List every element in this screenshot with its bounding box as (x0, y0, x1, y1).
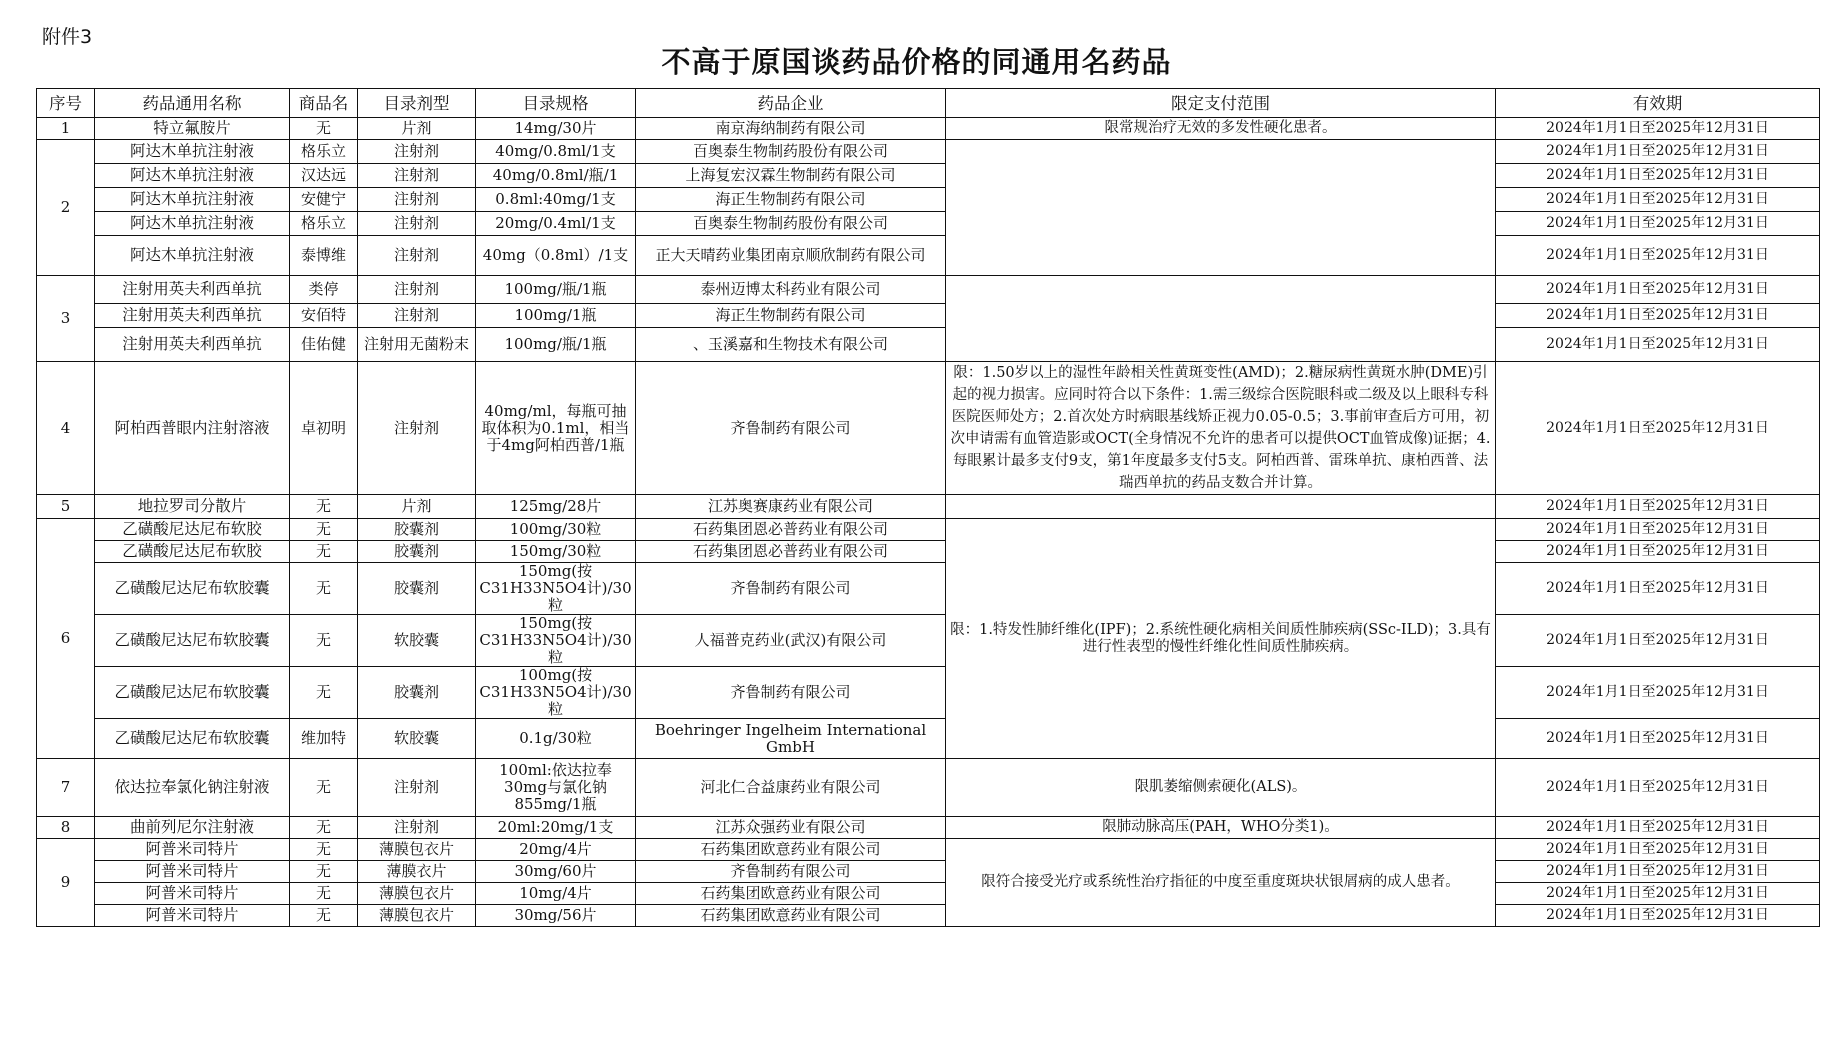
company-cell: 齐鲁制药有限公司 (636, 667, 946, 719)
brand-cell: 无 (290, 519, 358, 541)
brand-cell: 无 (290, 817, 358, 839)
drug-name-cell: 阿柏西普眼内注射溶液 (95, 362, 290, 495)
spec-cell: 40mg/0.8ml/1支 (476, 140, 636, 164)
validity-cell: 2024年1月1日至2025年12月31日 (1496, 883, 1820, 905)
company-cell: 石药集团欧意药业有限公司 (636, 839, 946, 861)
validity-cell: 2024年1月1日至2025年12月31日 (1496, 140, 1820, 164)
brand-cell: 汉达远 (290, 164, 358, 188)
spec-cell: 100mg/30粒 (476, 519, 636, 541)
company-cell: 上海复宏汉霖生物制药有限公司 (636, 164, 946, 188)
company-cell: 河北仁合益康药业有限公司 (636, 759, 946, 817)
scope-cell: 限肌萎缩侧索硬化(ALS)。 (946, 759, 1496, 817)
form-cell: 薄膜包衣片 (358, 839, 476, 861)
header-form: 目录剂型 (358, 89, 476, 118)
company-cell: 江苏奥赛康药业有限公司 (636, 495, 946, 519)
form-cell: 注射用无菌粉末 (358, 328, 476, 362)
header-brand: 商品名 (290, 89, 358, 118)
validity-cell: 2024年1月1日至2025年12月31日 (1496, 541, 1820, 563)
brand-cell: 无 (290, 495, 358, 519)
table-body (37, 118, 1820, 927)
validity-cell: 2024年1月1日至2025年12月31日 (1496, 164, 1820, 188)
header-company: 药品企业 (636, 89, 946, 118)
seq-cell: 6 (37, 519, 95, 759)
brand-cell: 格乐立 (290, 140, 358, 164)
brand-cell: 格乐立 (290, 212, 358, 236)
header-spec: 目录规格 (476, 89, 636, 118)
spec-cell: 40mg/0.8ml/瓶/1 (476, 164, 636, 188)
form-cell: 注射剂 (358, 817, 476, 839)
drug-name-cell: 乙磺酸尼达尼布软胶 (95, 519, 290, 541)
company-cell: 齐鲁制药有限公司 (636, 362, 946, 495)
validity-cell: 2024年1月1日至2025年12月31日 (1496, 615, 1820, 667)
validity-cell: 2024年1月1日至2025年12月31日 (1496, 563, 1820, 615)
spec-cell: 20ml:20mg/1支 (476, 817, 636, 839)
form-cell: 注射剂 (358, 276, 476, 304)
seq-cell: 8 (37, 817, 95, 839)
table-row (37, 212, 1820, 236)
company-cell: 齐鲁制药有限公司 (636, 861, 946, 883)
header-scope: 限定支付范围 (946, 89, 1496, 118)
validity-cell: 2024年1月1日至2025年12月31日 (1496, 118, 1820, 140)
scope-cell (946, 140, 1496, 276)
drug-name-cell: 乙磺酸尼达尼布软胶囊 (95, 563, 290, 615)
brand-cell: 无 (290, 118, 358, 140)
drug-name-cell: 阿普米司特片 (95, 839, 290, 861)
table-row (37, 563, 1820, 615)
spec-cell: 100mg/1瓶 (476, 304, 636, 328)
table-row (37, 667, 1820, 719)
validity-cell: 2024年1月1日至2025年12月31日 (1496, 519, 1820, 541)
company-cell: Boehringer Ingelheim International GmbH (636, 719, 946, 759)
scope-cell: 限常规治疗无效的多发性硬化患者。 (946, 118, 1496, 140)
validity-cell: 2024年1月1日至2025年12月31日 (1496, 236, 1820, 276)
scope-cell: 限肺动脉高压(PAH，WHO分类1)。 (946, 817, 1496, 839)
drug-name-cell: 阿达木单抗注射液 (95, 188, 290, 212)
brand-cell: 无 (290, 667, 358, 719)
company-cell: 石药集团恩必普药业有限公司 (636, 519, 946, 541)
table-row (37, 118, 1820, 140)
spec-cell: 40mg/ml，每瓶可抽取体积为0.1ml，相当于4mg阿柏西普/1瓶 (476, 362, 636, 495)
table-row (37, 541, 1820, 563)
attachment-label: 附件3 (42, 26, 93, 48)
company-cell: 人福普克药业(武汉)有限公司 (636, 615, 946, 667)
validity-cell: 2024年1月1日至2025年12月31日 (1496, 212, 1820, 236)
form-cell: 胶囊剂 (358, 667, 476, 719)
brand-cell: 泰博维 (290, 236, 358, 276)
spec-cell: 100mg/瓶/1瓶 (476, 276, 636, 304)
validity-cell: 2024年1月1日至2025年12月31日 (1496, 905, 1820, 927)
table-row (37, 164, 1820, 188)
table-row (37, 276, 1820, 304)
drug-name-cell: 曲前列尼尔注射液 (95, 817, 290, 839)
validity-cell: 2024年1月1日至2025年12月31日 (1496, 304, 1820, 328)
drug-name-cell: 注射用英夫利西单抗 (95, 328, 290, 362)
form-cell: 注射剂 (358, 164, 476, 188)
spec-cell: 40mg（0.8ml）/1支 (476, 236, 636, 276)
table-row (37, 140, 1820, 164)
table-row (37, 615, 1820, 667)
table-row (37, 362, 1820, 495)
drug-name-cell: 阿普米司特片 (95, 905, 290, 927)
form-cell: 片剂 (358, 495, 476, 519)
drug-name-cell: 阿普米司特片 (95, 883, 290, 905)
company-cell: 海正生物制药有限公司 (636, 304, 946, 328)
form-cell: 胶囊剂 (358, 563, 476, 615)
spec-cell: 150mg/30粒 (476, 541, 636, 563)
company-cell: 石药集团恩必普药业有限公司 (636, 541, 946, 563)
validity-cell: 2024年1月1日至2025年12月31日 (1496, 495, 1820, 519)
spec-cell: 30mg/60片 (476, 861, 636, 883)
drug-name-cell: 阿达木单抗注射液 (95, 212, 290, 236)
table-row (37, 861, 1820, 883)
seq-cell: 7 (37, 759, 95, 817)
brand-cell: 卓初明 (290, 362, 358, 495)
drug-name-cell: 地拉罗司分散片 (95, 495, 290, 519)
seq-cell: 9 (37, 839, 95, 927)
form-cell: 薄膜衣片 (358, 861, 476, 883)
table-row (37, 495, 1820, 519)
scope-cell (946, 276, 1496, 362)
spec-cell: 30mg/56片 (476, 905, 636, 927)
brand-cell: 无 (290, 839, 358, 861)
brand-cell: 无 (290, 563, 358, 615)
drug-name-cell: 乙磺酸尼达尼布软胶囊 (95, 667, 290, 719)
company-cell: 南京海纳制药有限公司 (636, 118, 946, 140)
spec-cell: 10mg/4片 (476, 883, 636, 905)
table-row (37, 519, 1820, 541)
form-cell: 胶囊剂 (358, 541, 476, 563)
drug-table (36, 88, 1820, 927)
company-cell: 海正生物制药有限公司 (636, 188, 946, 212)
seq-cell: 3 (37, 276, 95, 362)
company-cell: 齐鲁制药有限公司 (636, 563, 946, 615)
validity-cell: 2024年1月1日至2025年12月31日 (1496, 276, 1820, 304)
form-cell: 注射剂 (358, 304, 476, 328)
header-seq: 序号 (37, 89, 95, 118)
spec-cell: 0.8ml:40mg/1支 (476, 188, 636, 212)
brand-cell: 佳佑健 (290, 328, 358, 362)
brand-cell: 无 (290, 759, 358, 817)
validity-cell: 2024年1月1日至2025年12月31日 (1496, 188, 1820, 212)
validity-cell: 2024年1月1日至2025年12月31日 (1496, 817, 1820, 839)
validity-cell: 2024年1月1日至2025年12月31日 (1496, 362, 1820, 495)
validity-cell: 2024年1月1日至2025年12月31日 (1496, 861, 1820, 883)
table-row (37, 188, 1820, 212)
company-cell: 百奥泰生物制药股份有限公司 (636, 140, 946, 164)
form-cell: 胶囊剂 (358, 519, 476, 541)
spec-cell: 100mg(按C31H33N5O4计)/30粒 (476, 667, 636, 719)
document-title: 不高于原国谈药品价格的同通用名药品 (661, 45, 1172, 79)
spec-cell: 150mg(按C31H33N5O4计)/30粒 (476, 615, 636, 667)
brand-cell: 安佰特 (290, 304, 358, 328)
form-cell: 薄膜包衣片 (358, 883, 476, 905)
spec-cell: 100mg/瓶/1瓶 (476, 328, 636, 362)
spec-cell: 125mg/28片 (476, 495, 636, 519)
drug-name-cell: 阿达木单抗注射液 (95, 236, 290, 276)
table-row (37, 236, 1820, 276)
spec-cell: 150mg(按C31H33N5O4计)/30粒 (476, 563, 636, 615)
validity-cell: 2024年1月1日至2025年12月31日 (1496, 839, 1820, 861)
table-row (37, 328, 1820, 362)
company-cell: 江苏众强药业有限公司 (636, 817, 946, 839)
spec-cell: 20mg/4片 (476, 839, 636, 861)
spec-cell: 0.1g/30粒 (476, 719, 636, 759)
drug-name-cell: 注射用英夫利西单抗 (95, 276, 290, 304)
table-row (37, 817, 1820, 839)
spec-cell: 20mg/0.4ml/1支 (476, 212, 636, 236)
drug-name-cell: 特立氟胺片 (95, 118, 290, 140)
spec-cell: 14mg/30片 (476, 118, 636, 140)
scope-cell: 限：1.50岁以上的湿性年龄相关性黄斑变性(AMD)；2.糖尿病性黄斑水肿(DME)引起的视力损害。应同时符合以下条件：1.需三级综合医院眼科或二级及以上眼科专科医院医师处方；2.首次处方时病眼基线矫正视力0.05-0.5；3.事前审查后方可用，初次申请需有血管造影或OCT(全身情况不允许的患者可以提供OCT血管成像)证据；4.每眼累计最多支付9支，第1年度最多支付5支。阿柏西普、雷珠单抗、康柏西普、法瑞西单抗的药品支数合并计算。 (946, 362, 1496, 495)
drug-name-cell: 阿达木单抗注射液 (95, 164, 290, 188)
brand-cell: 无 (290, 905, 358, 927)
drug-name-cell: 阿达木单抗注射液 (95, 140, 290, 164)
form-cell: 注射剂 (358, 236, 476, 276)
company-cell: 百奥泰生物制药股份有限公司 (636, 212, 946, 236)
validity-cell: 2024年1月1日至2025年12月31日 (1496, 759, 1820, 817)
form-cell: 注射剂 (358, 212, 476, 236)
seq-cell: 1 (37, 118, 95, 140)
drug-name-cell: 乙磺酸尼达尼布软胶囊 (95, 719, 290, 759)
form-cell: 注射剂 (358, 362, 476, 495)
seq-cell: 5 (37, 495, 95, 519)
company-cell: 石药集团欧意药业有限公司 (636, 883, 946, 905)
form-cell: 软胶囊 (358, 615, 476, 667)
drug-name-cell: 依达拉奉氯化钠注射液 (95, 759, 290, 817)
form-cell: 注射剂 (358, 759, 476, 817)
scope-cell (946, 495, 1496, 519)
brand-cell: 无 (290, 541, 358, 563)
table-row (37, 883, 1820, 905)
company-cell: 泰州迈博太科药业有限公司 (636, 276, 946, 304)
header-validity: 有效期 (1496, 89, 1820, 118)
seq-cell: 4 (37, 362, 95, 495)
header-drug-name: 药品通用名称 (95, 89, 290, 118)
drug-name-cell: 注射用英夫利西单抗 (95, 304, 290, 328)
drug-name-cell: 乙磺酸尼达尼布软胶 (95, 541, 290, 563)
drug-name-cell: 阿普米司特片 (95, 861, 290, 883)
company-cell: 石药集团欧意药业有限公司 (636, 905, 946, 927)
form-cell: 注射剂 (358, 140, 476, 164)
scope-cell: 限符合接受光疗或系统性治疗指征的中度至重度斑块状银屑病的成人患者。 (946, 839, 1496, 927)
scope-cell: 限：1.特发性肺纤维化(IPF)；2.系统性硬化病相关间质性肺疾病(SSc-ILD)；3.具有进行性表型的慢性纤维化性间质性肺疾病。 (946, 519, 1496, 759)
form-cell: 片剂 (358, 118, 476, 140)
spec-cell: 100ml:依达拉奉30mg与氯化钠855mg/1瓶 (476, 759, 636, 817)
brand-cell: 无 (290, 883, 358, 905)
brand-cell: 类停 (290, 276, 358, 304)
table-row (37, 304, 1820, 328)
validity-cell: 2024年1月1日至2025年12月31日 (1496, 719, 1820, 759)
table-row (37, 905, 1820, 927)
brand-cell: 无 (290, 861, 358, 883)
company-cell: 正大天晴药业集团南京顺欣制药有限公司 (636, 236, 946, 276)
brand-cell: 安健宁 (290, 188, 358, 212)
table-row (37, 759, 1820, 817)
validity-cell: 2024年1月1日至2025年12月31日 (1496, 328, 1820, 362)
form-cell: 注射剂 (358, 188, 476, 212)
brand-cell: 无 (290, 615, 358, 667)
validity-cell: 2024年1月1日至2025年12月31日 (1496, 667, 1820, 719)
table-header-row (37, 89, 1820, 118)
form-cell: 薄膜包衣片 (358, 905, 476, 927)
seq-cell: 2 (37, 140, 95, 276)
form-cell: 软胶囊 (358, 719, 476, 759)
drug-name-cell: 乙磺酸尼达尼布软胶囊 (95, 615, 290, 667)
table-row (37, 719, 1820, 759)
table-row (37, 839, 1820, 861)
brand-cell: 维加特 (290, 719, 358, 759)
company-cell: 、玉溪嘉和生物技术有限公司 (636, 328, 946, 362)
